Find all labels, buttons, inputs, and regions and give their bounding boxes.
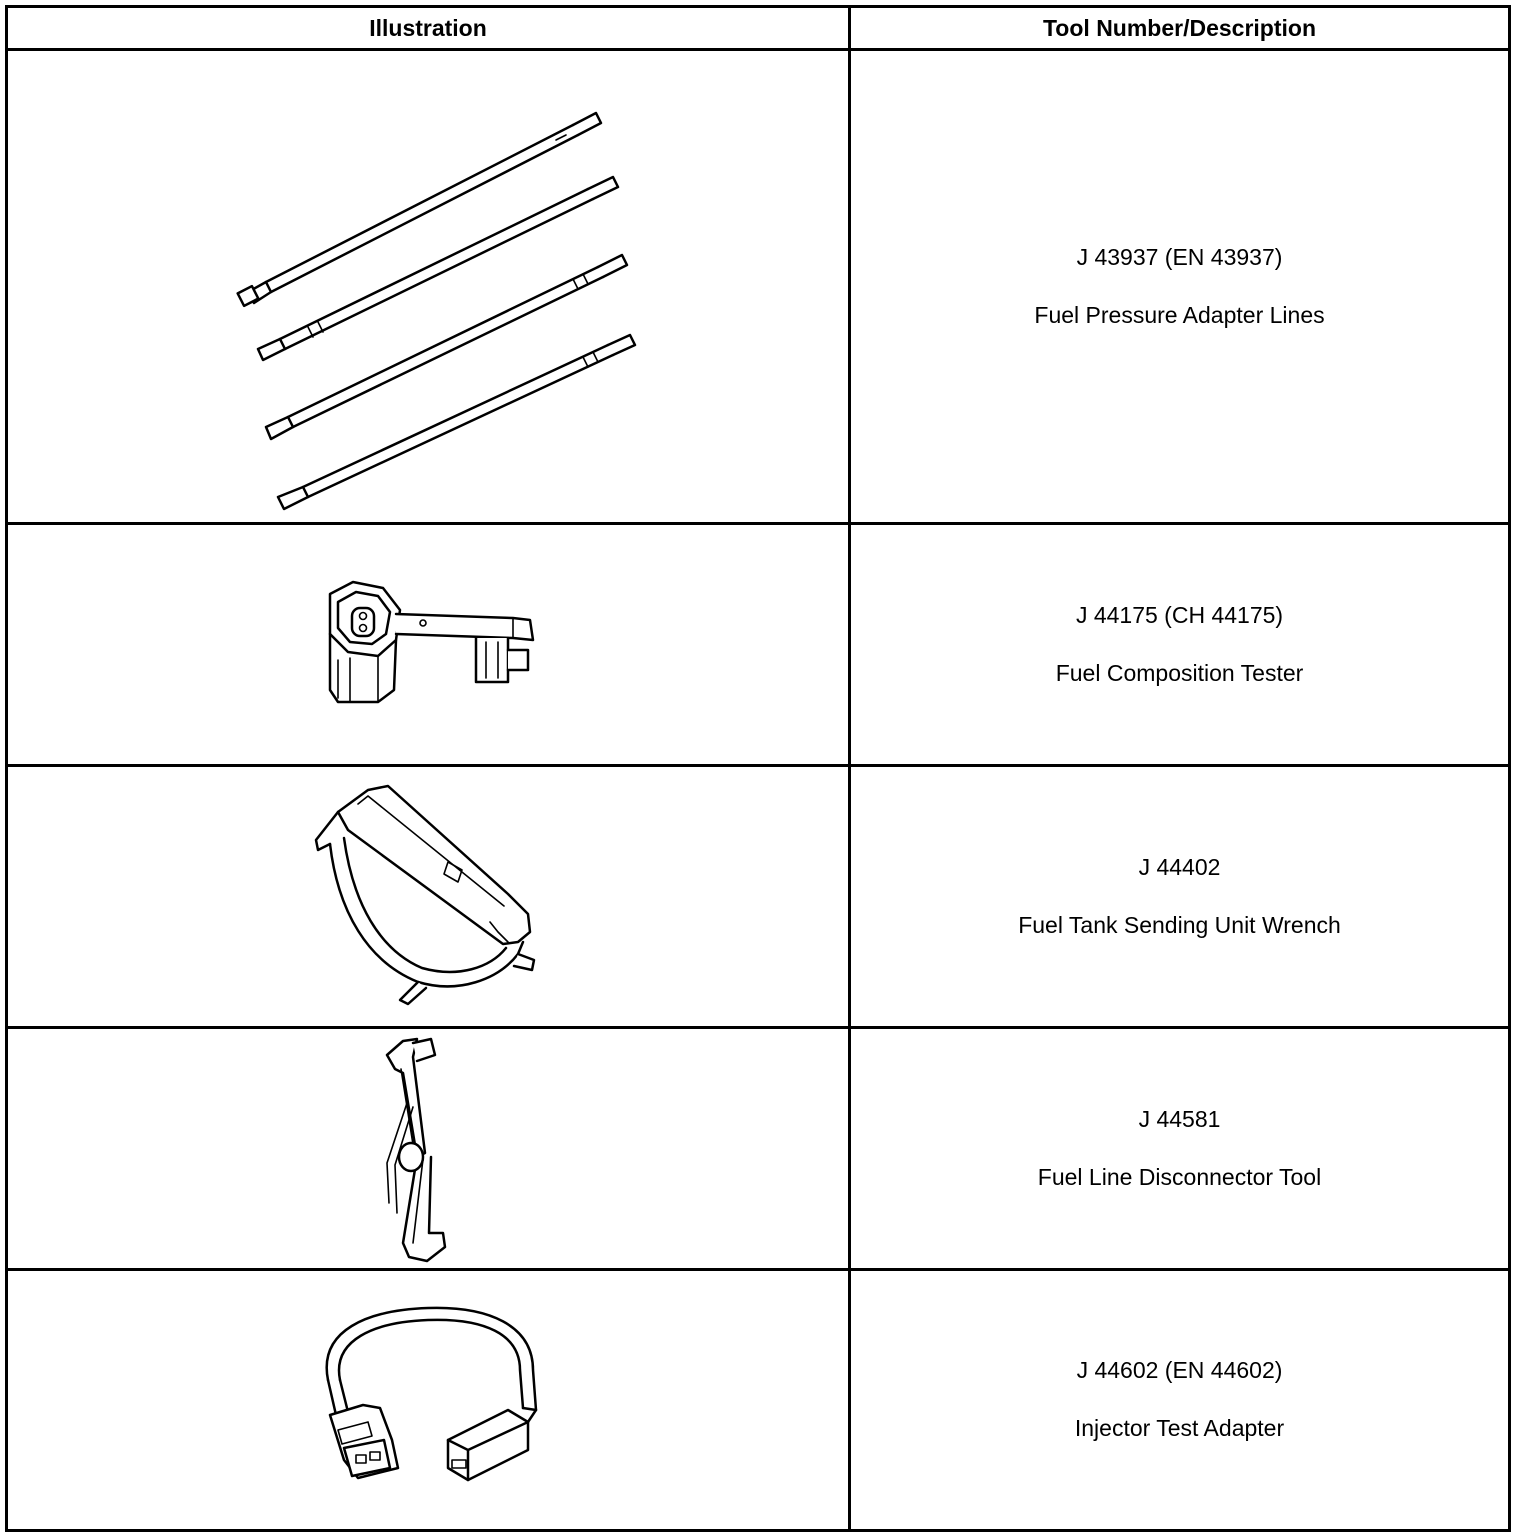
table-row [7, 50, 1510, 524]
tool-number: J 44402 [1138, 853, 1221, 880]
table-row [7, 766, 1510, 1028]
illustration-header: Illustration [7, 7, 850, 50]
illustration-cell [7, 50, 850, 524]
table-row [7, 524, 1510, 766]
illustration-cell [7, 524, 850, 766]
sending-unit-wrench-icon [308, 782, 548, 1012]
tool-description-header: Tool Number/Description [850, 7, 1510, 50]
tool-description-cell [850, 766, 1510, 1028]
fuel-line-disconnector-icon [373, 1033, 483, 1265]
tool-number: J 44602 (EN 44602) [1076, 1357, 1283, 1384]
tool-description-cell [850, 524, 1510, 766]
tool-number: J 44175 (CH 44175) [1075, 601, 1284, 628]
tool-name: Fuel Composition Tester [1055, 659, 1304, 686]
tool-description-cell [850, 50, 1510, 524]
tool-description-cell [850, 1028, 1510, 1270]
table-row [7, 1270, 1510, 1531]
injector-test-adapter-icon [308, 1300, 548, 1500]
illustration-cell [7, 766, 850, 1028]
fuel-composition-tester-icon [308, 580, 548, 710]
special-tools-table [5, 5, 1511, 1532]
illustration-cell [7, 1028, 850, 1270]
header-row [7, 7, 1510, 50]
tool-number: J 43937 (EN 43937) [1076, 243, 1283, 270]
fuel-pressure-adapter-lines-icon [218, 77, 638, 497]
tool-description-cell [850, 1270, 1510, 1531]
illustration-cell [7, 1270, 850, 1531]
tool-name: Injector Test Adapter [1074, 1415, 1285, 1441]
tool-name: Fuel Tank Sending Unit Wrench [1018, 911, 1341, 938]
tool-name: Fuel Pressure Adapter Lines [1034, 301, 1325, 328]
tool-number: J 44581 [1138, 1105, 1221, 1132]
tool-name: Fuel Line Disconnector Tool [1037, 1163, 1322, 1190]
table-row [7, 1028, 1510, 1270]
